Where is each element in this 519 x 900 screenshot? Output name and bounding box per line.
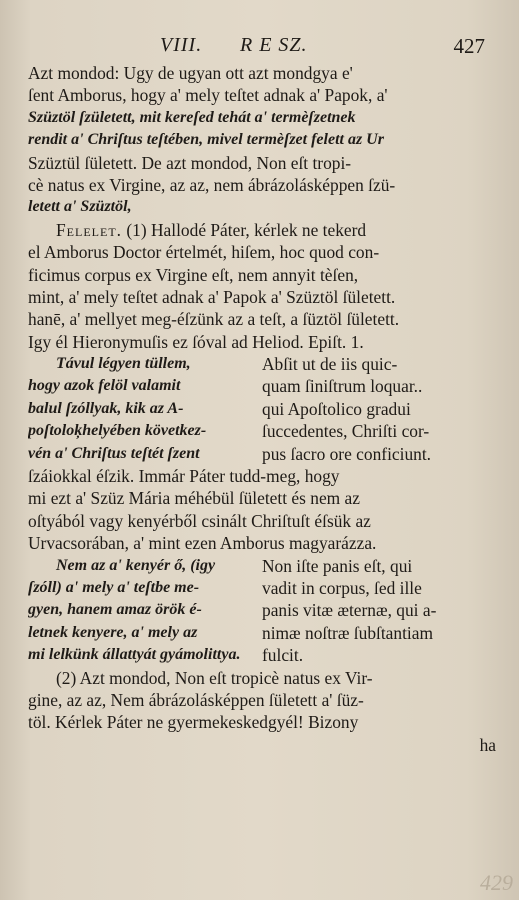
header-title: R E SZ. [240, 34, 308, 56]
parallel-row [28, 353, 496, 375]
text-line: Szüztül ſületett. De azt mondod, Non eſt tropi- [28, 152, 352, 173]
parallel-row [28, 443, 496, 465]
text-line: (2) Azt mondod, Non eſt tropicè natus ex Vir- [56, 667, 373, 688]
latin-column: qui Apoſtolico gradui [262, 398, 411, 419]
running-header [0, 34, 519, 58]
text-line: Igy él Hieronymuſis ez ſóval ad Heliod. Epiſt. 1. [28, 331, 364, 352]
latin-column: Abſit ut de iis quic- [262, 354, 398, 375]
text-line: rendit a' Chriſtus teſtében, mivel termèſzet felett az Ur [28, 131, 384, 149]
hungarian-column: Távul légyen tüllem, [56, 355, 191, 373]
answer-line [28, 219, 496, 241]
parallel-row [28, 375, 496, 397]
parallel-row [28, 599, 496, 621]
text-line: ficimus corpus ex Virgine eſt, nem annyit tèſen, [28, 264, 359, 285]
latin-column: fulcit. [262, 645, 304, 666]
bleed-through-page-number: 429 [480, 870, 513, 895]
text-line: mint, a' mely teſtet adnak a' Papok a' Szüztöl ſületett. [28, 286, 396, 307]
hungarian-column: ſzóll) a' mely a' teſtbe me- [28, 578, 200, 596]
text-line: Urvacsorában, a' mint ezen Amborus magyarázza. [28, 533, 377, 554]
latin-column: nimæ noſtræ ſubſtantiam [262, 622, 434, 643]
latin-column: panis vitæ æternæ, qui a- [262, 600, 437, 621]
parallel-row [28, 398, 496, 420]
text-line: gine, az az, Nem ábrázolásképpen ſületett a' ſüz- [28, 689, 364, 710]
text-line: el Amborus Doctor értelmét, hiſem, hoc quod con- [28, 242, 380, 263]
answer-label: Felelet. [56, 219, 122, 240]
parallel-row [28, 420, 496, 442]
text-line: Szüztöl ſzületett, mit kereſed tehát a' termèſzetnek [28, 108, 356, 126]
part-number: VIII. [160, 34, 203, 56]
text-line: Azt mondod: Ugy de ugyan ott azt mondgya e' [28, 63, 353, 83]
text-line: oſtyából vagy kenyérből csinált Chriſtuſt éſsük az [28, 510, 371, 531]
body-text [28, 62, 496, 756]
parallel-row [28, 644, 496, 666]
hungarian-column: hogy azok felöl valamit [28, 377, 181, 395]
parallel-row [28, 622, 496, 644]
page-number: 427 [453, 34, 485, 58]
text-line: ſzáiokkal éſzik. Immár Páter tudd-meg, hogy [28, 466, 340, 487]
hungarian-column: balul ſzóllyak, kik az A- [28, 399, 184, 417]
latin-column: Non iſte panis eſt, qui [262, 555, 413, 576]
catchword: ha [479, 734, 496, 755]
parallel-row [28, 577, 496, 599]
text-line: cè natus ex Virgine, az az, nem ábrázolásképpen ſzü- [28, 174, 396, 195]
text-line: letett a' Szüztöl, [28, 198, 132, 216]
parallel-row [28, 555, 496, 577]
answer-text: (1) Hallodé Páter, kérlek ne tekerd [126, 219, 367, 240]
text-line: mi ezt a' Szüz Mária méhébül ſületett és nem az [28, 488, 360, 509]
text-line: ſent Amborus, hogy a' mely teſtet adnak a' Papok, a' [28, 85, 388, 106]
latin-column: pus ſacro ore conficiunt. [262, 443, 432, 464]
hungarian-column: gyen, hanem amaz örök é- [28, 601, 202, 619]
hungarian-column: Nem az a' kenyér ő, (igy [56, 556, 216, 574]
text-line: hanē, a' mellyet meg-éſzünk az a teſt, a ſüztöl ſületett. [28, 309, 400, 330]
hungarian-column: poſtoloķhelyében következ- [28, 422, 207, 440]
hungarian-column: letnek kenyere, a' mely az [28, 623, 198, 641]
latin-column: quam ſiniſtrum loquar.. [262, 376, 423, 397]
latin-column: vadit in corpus, ſed ille [262, 577, 422, 598]
hungarian-column: vén a' Chriſtus teſtét ſzent [28, 444, 200, 462]
text-line: töl. Kérlek Páter ne gyermekeskedgyél! Bizony [28, 712, 359, 733]
latin-column: ſuccedentes, Chriſti cor- [262, 421, 430, 442]
hungarian-column: mi lelkünk állattyát gyámolittya. [28, 646, 241, 664]
